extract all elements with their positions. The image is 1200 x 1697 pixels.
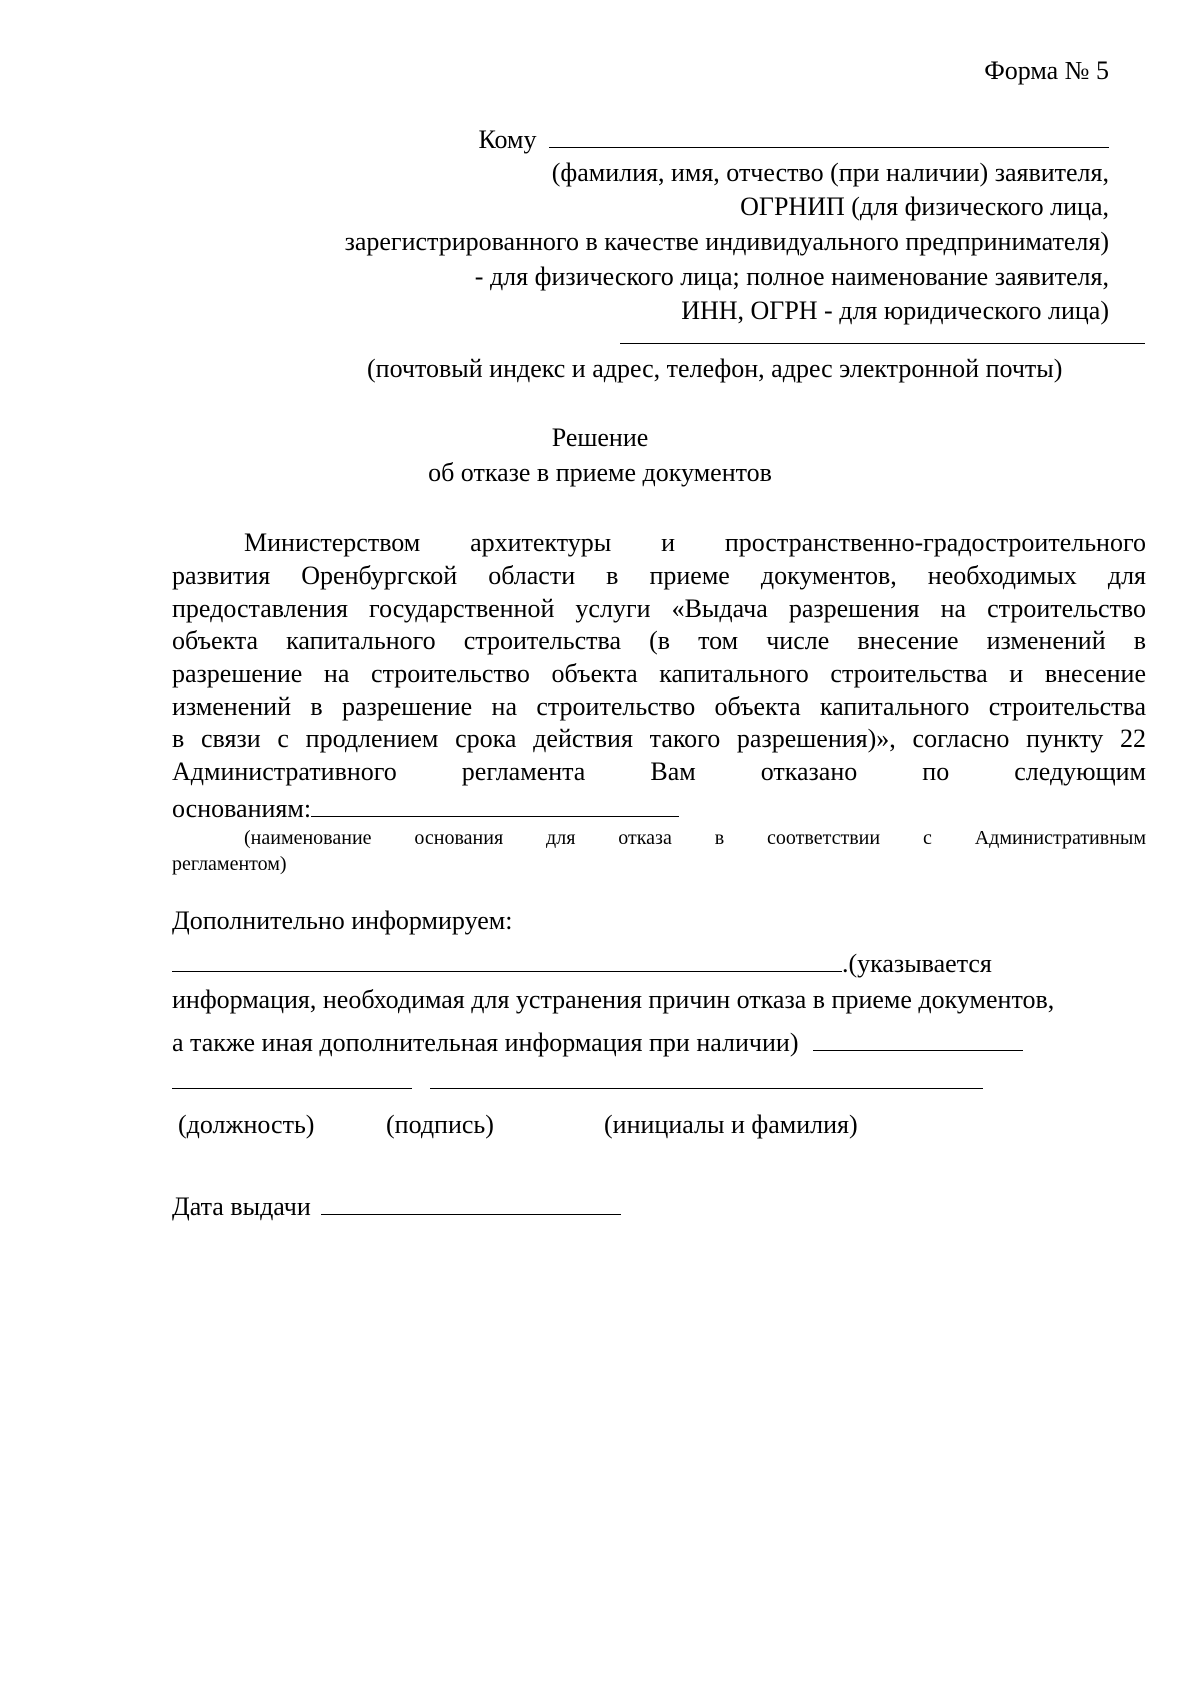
addressee-hint-line-4: - для физического лица; полное наименование заявителя, <box>474 262 1109 291</box>
document-subtitle: об отказе в приеме документов <box>428 458 772 487</box>
position-label: (должность) <box>178 1110 315 1139</box>
grounds-line <box>172 792 679 822</box>
body-line-7: в связи с продлением срока действия такого разрешения)», согласно пункту 22 <box>172 724 1146 753</box>
addressee-to-line <box>478 123 1109 153</box>
addressee-hint-line-5: ИНН, ОГРН - для юридического лица) <box>681 296 1109 325</box>
name-label: (инициалы и фамилия) <box>604 1110 858 1139</box>
addressee-to-label: Кому <box>478 125 537 154</box>
additional-heading: Дополнительно информируем: <box>172 906 513 935</box>
addressee-hint-line-3: зарегистрированного в качестве индивидуального предпринимателя) <box>344 227 1109 256</box>
additional-line-2: информация, необходимая для устранения причин отказа в приеме документов, <box>172 985 1055 1014</box>
issue-date-line <box>172 1190 621 1220</box>
grounds-label: основаниям: <box>172 794 312 823</box>
additional-line-3 <box>172 1026 1023 1056</box>
additional-line-1 <box>172 947 992 977</box>
grounds-blank <box>311 792 679 817</box>
body-line-8: Административного регламента Вам отказано по следующим <box>172 757 1146 786</box>
additional-extra-blank <box>813 1026 1023 1051</box>
addressee-name-blank <box>549 123 1109 148</box>
body-line-4: объекта капитального строительства (в том числе внесение изменений в <box>172 626 1146 655</box>
body-line-3: предоставления государственной услуги «Выдача разрешения на строительство <box>172 594 1146 623</box>
form-number: Форма № 5 <box>984 56 1109 85</box>
grounds-note-line-1: (наименование основания для отказа в соответствии с Административным <box>244 827 1146 849</box>
body-line-6: изменений в разрешение на строительство объекта капитального строительства <box>172 692 1146 721</box>
body-line-2: развития Оренбургской области в приеме документов, необходимых для <box>172 561 1146 590</box>
document-title: Решение <box>551 423 649 452</box>
addressee-hint-line-2: ОГРНИП (для физического лица, <box>740 192 1109 221</box>
additional-line-1-suffix: .(указывается <box>842 949 992 978</box>
issue-date-blank <box>321 1190 621 1215</box>
addressee-hint-line-1: (фамилия, имя, отчество (при наличии) заявителя, <box>551 158 1109 187</box>
issue-date-label: Дата выдачи <box>172 1192 311 1221</box>
position-blank <box>172 1088 412 1089</box>
address-blank-line <box>620 343 1145 344</box>
grounds-note-line-2: регламентом) <box>172 853 287 875</box>
body-line-5: разрешение на строительство объекта капитального строительства и внесение <box>172 659 1146 688</box>
body-line-1: Министерством архитектуры и пространственно-градостроительного <box>244 528 1146 557</box>
signature-name-blank <box>430 1088 983 1089</box>
additional-line-3-text: а также иная дополнительная информация при наличии) <box>172 1028 799 1057</box>
address-hint: (почтовый индекс и адрес, телефон, адрес электронной почты) <box>367 354 1063 383</box>
signature-label: (подпись) <box>386 1110 494 1139</box>
additional-blank <box>172 947 842 972</box>
